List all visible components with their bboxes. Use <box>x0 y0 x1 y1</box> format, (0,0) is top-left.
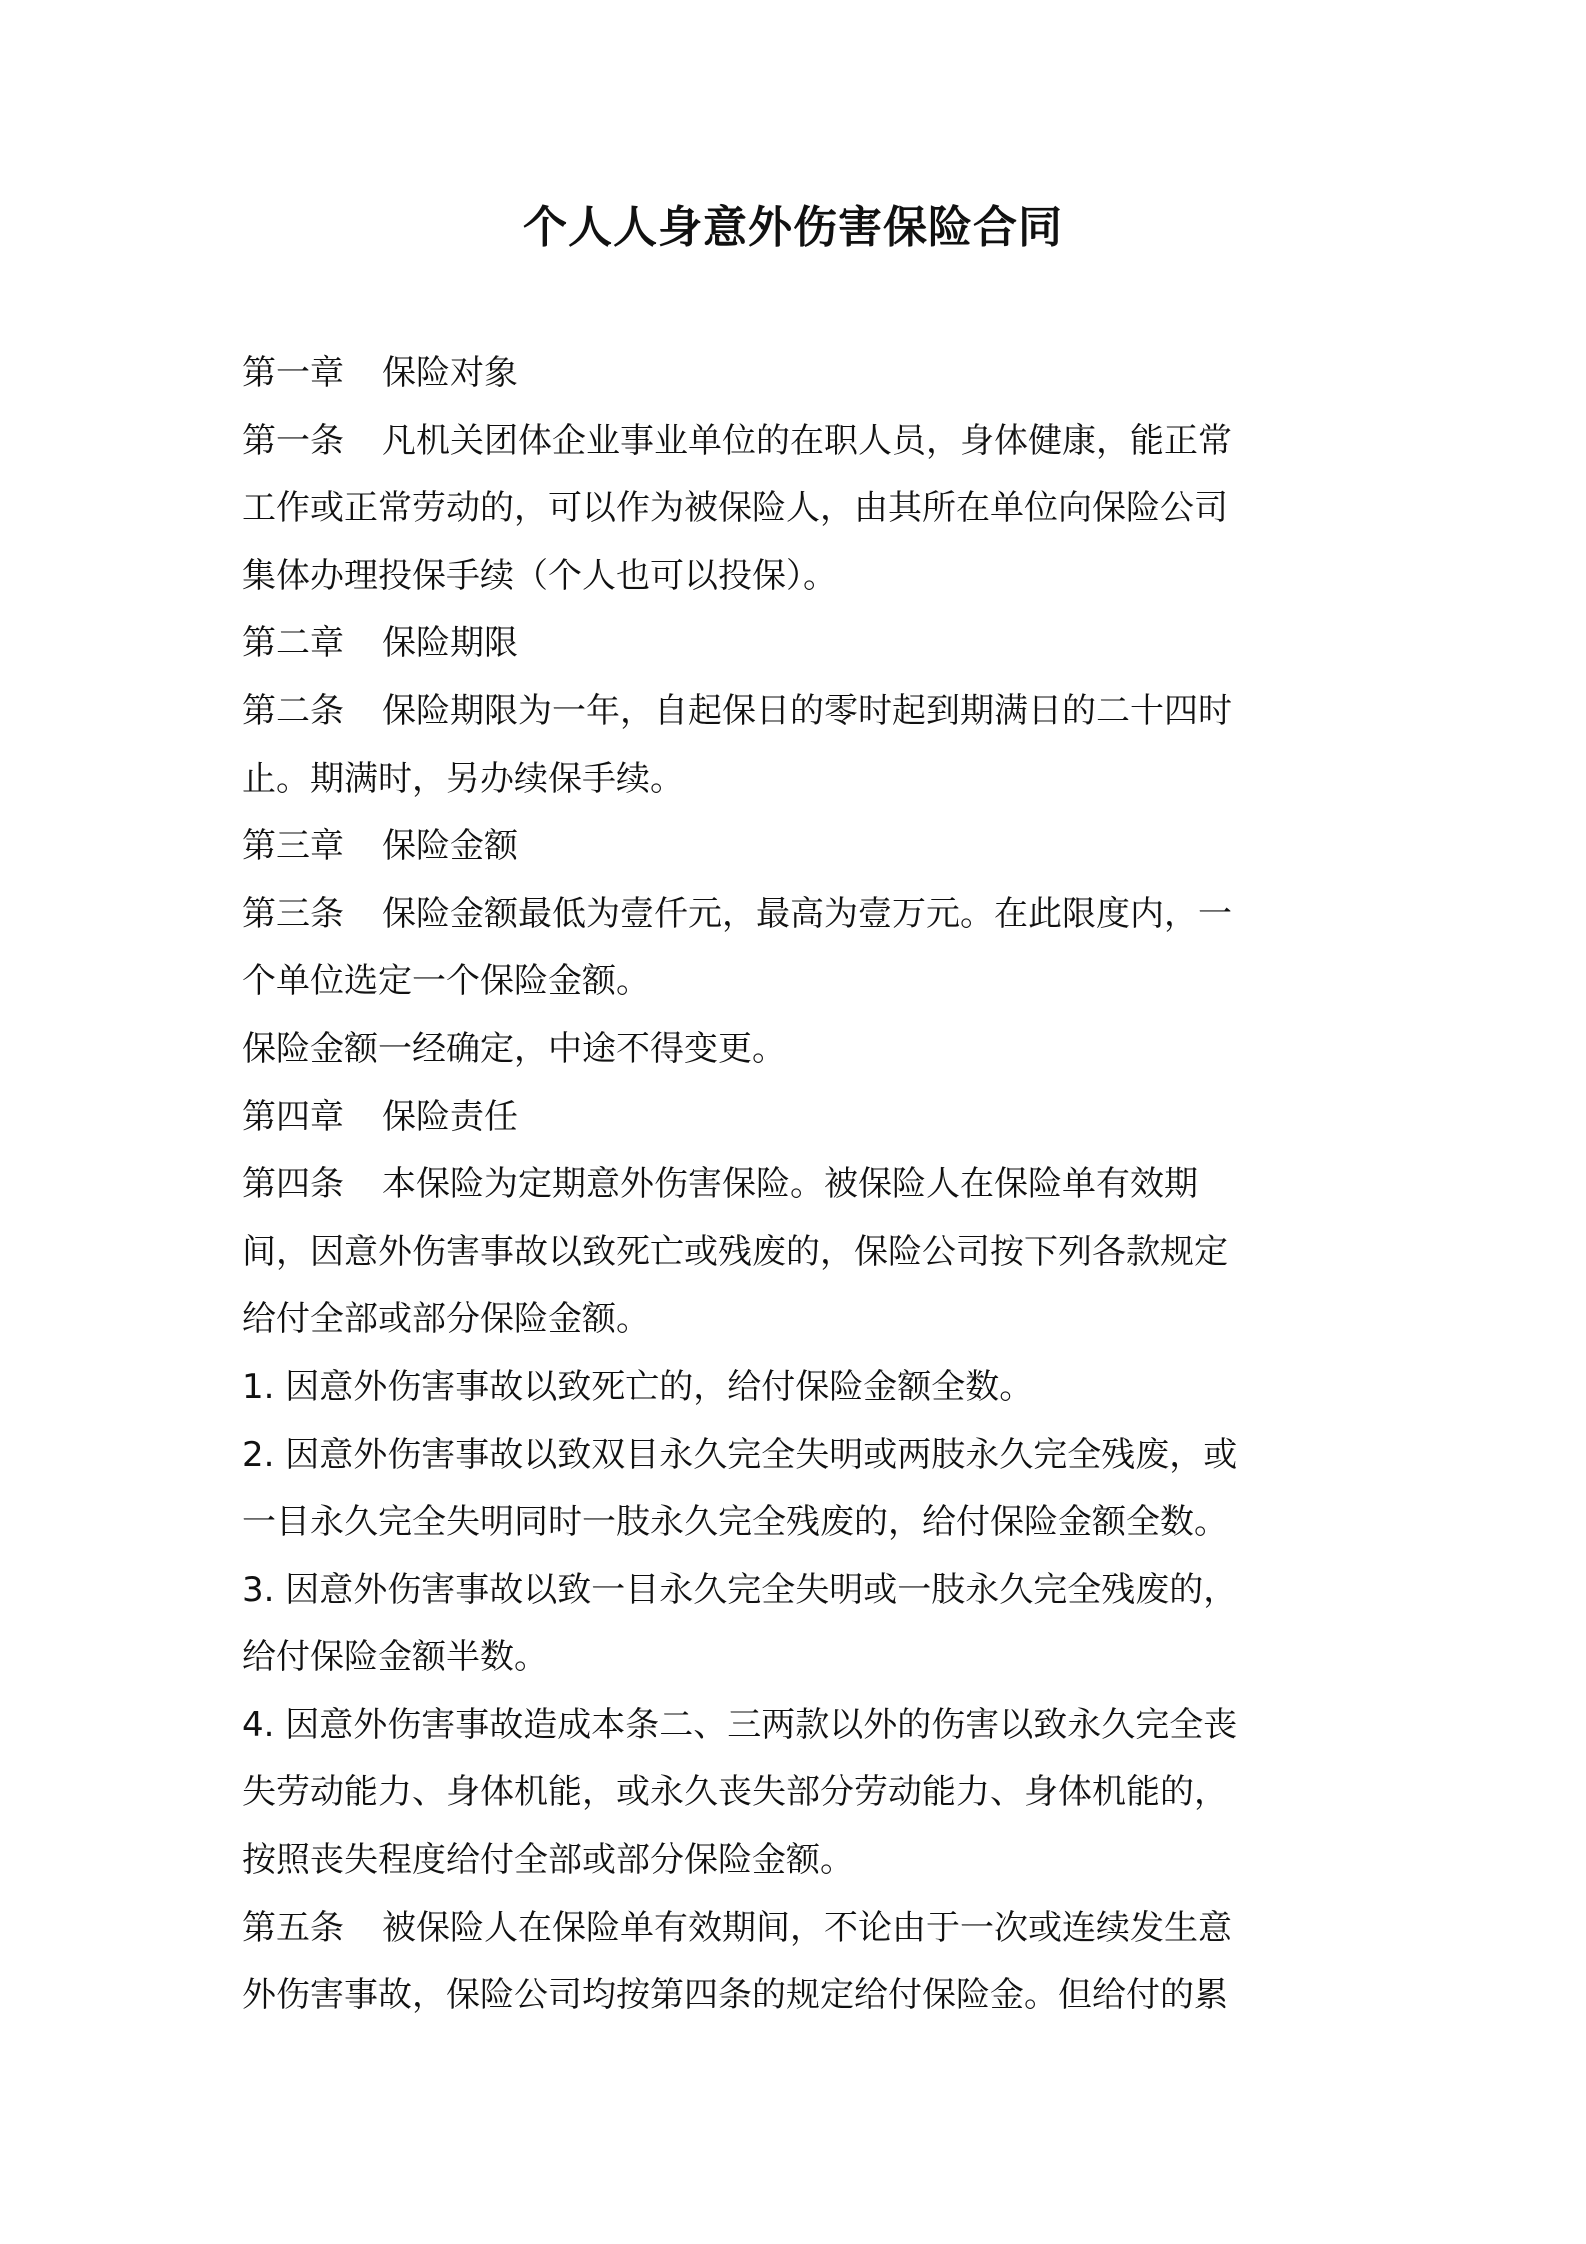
text-line <box>242 1219 1354 1287</box>
list-item <box>242 1692 1354 1760</box>
line-text: 保险期限 <box>382 623 518 664</box>
list-item <box>242 1354 1354 1422</box>
text-line <box>242 746 1354 814</box>
article-line <box>242 1895 1354 1963</box>
line-text: 集体办理投保手续（个人也可以投保）。 <box>242 555 837 596</box>
line-text: 保险金额 <box>382 826 518 867</box>
line-text: 凡机关团体企业事业单位的在职人员，身体健康，能正常 <box>382 420 1232 461</box>
chapter-heading <box>242 813 1354 881</box>
line-label: 第二条 <box>242 690 344 731</box>
line-text: 保险金额一经确定，中途不得变更。 <box>242 1028 786 1069</box>
text-line <box>242 1016 1354 1084</box>
line-label: 第四条 <box>242 1164 344 1205</box>
article-line <box>242 881 1354 949</box>
line-text: 保险期限为一年，自起保日的零时起到期满日的二十四时 <box>382 690 1232 731</box>
chapter-heading <box>242 340 1354 408</box>
line-text: 外伤害事故，保险公司均按第四条的规定给付保险金。但给付的累 <box>242 1975 1228 2016</box>
text-line <box>242 1827 1354 1895</box>
line-text: 间，因意外伤害事故以致死亡或残废的，保险公司按下列各款规定 <box>242 1231 1228 1272</box>
line-label: 第五条 <box>242 1907 344 1948</box>
text-line <box>242 1286 1354 1354</box>
line-text: 本保险为定期意外伤害保险。被保险人在保险单有效期 <box>382 1164 1198 1205</box>
line-text: 被保险人在保险单有效期间，不论由于一次或连续发生意 <box>382 1907 1232 1948</box>
line-text: 给付保险金额半数。 <box>242 1637 548 1678</box>
line-text: 保险责任 <box>382 1096 518 1137</box>
line-text: 个单位选定一个保险金额。 <box>242 961 650 1002</box>
text-line <box>242 543 1354 611</box>
line-text: 保险对象 <box>382 353 518 393</box>
line-label: 第一条 <box>242 420 344 461</box>
list-item <box>242 1557 1354 1625</box>
line-text: 1. 因意外伤害事故以致死亡的，给付保险金额全数。 <box>242 1366 1034 1407</box>
line-label: 第三条 <box>242 893 344 934</box>
text-line <box>242 1759 1354 1827</box>
line-text: 工作或正常劳动的，可以作为被保险人，由其所在单位向保险公司 <box>242 488 1228 529</box>
line-text: 保险金额最低为壹仟元，最高为壹万元。在此限度内，一 <box>382 893 1232 934</box>
line-label: 第三章 <box>242 826 344 867</box>
chapter-heading <box>242 1084 1354 1152</box>
line-text: 给付全部或部分保险金额。 <box>242 1299 650 1340</box>
line-text: 4. 因意外伤害事故造成本条二、三两款以外的伤害以致永久完全丧 <box>242 1704 1238 1745</box>
line-label: 第一章 <box>242 353 344 393</box>
line-label: 第四章 <box>242 1096 344 1137</box>
document-body <box>242 340 1354 2030</box>
line-text: 按照丧失程度给付全部或部分保险金额。 <box>242 1840 854 1881</box>
article-line <box>242 408 1354 476</box>
list-item <box>242 1422 1354 1490</box>
line-text: 2. 因意外伤害事故以致双目永久完全失明或两肢永久完全残废，或 <box>242 1434 1238 1475</box>
article-line <box>242 678 1354 746</box>
text-line <box>242 475 1354 543</box>
chapter-heading <box>242 610 1354 678</box>
document-title: 个人人身意外伤害保险合同 <box>523 202 1063 253</box>
text-line <box>242 1624 1354 1692</box>
text-line <box>242 1489 1354 1557</box>
text-line <box>242 1962 1354 2030</box>
line-text: 失劳动能力、身体机能，或永久丧失部分劳动能力、身体机能的， <box>242 1772 1228 1813</box>
line-text: 一目永久完全失明同时一肢永久完全残废的，给付保险金额全数。 <box>242 1502 1228 1543</box>
article-line <box>242 1151 1354 1219</box>
text-line <box>242 948 1354 1016</box>
line-text: 止。期满时，另办续保手续。 <box>242 758 684 799</box>
line-label: 第二章 <box>242 623 344 664</box>
line-text: 3. 因意外伤害事故以致一目永久完全失明或一肢永久完全残废的， <box>242 1569 1238 1610</box>
